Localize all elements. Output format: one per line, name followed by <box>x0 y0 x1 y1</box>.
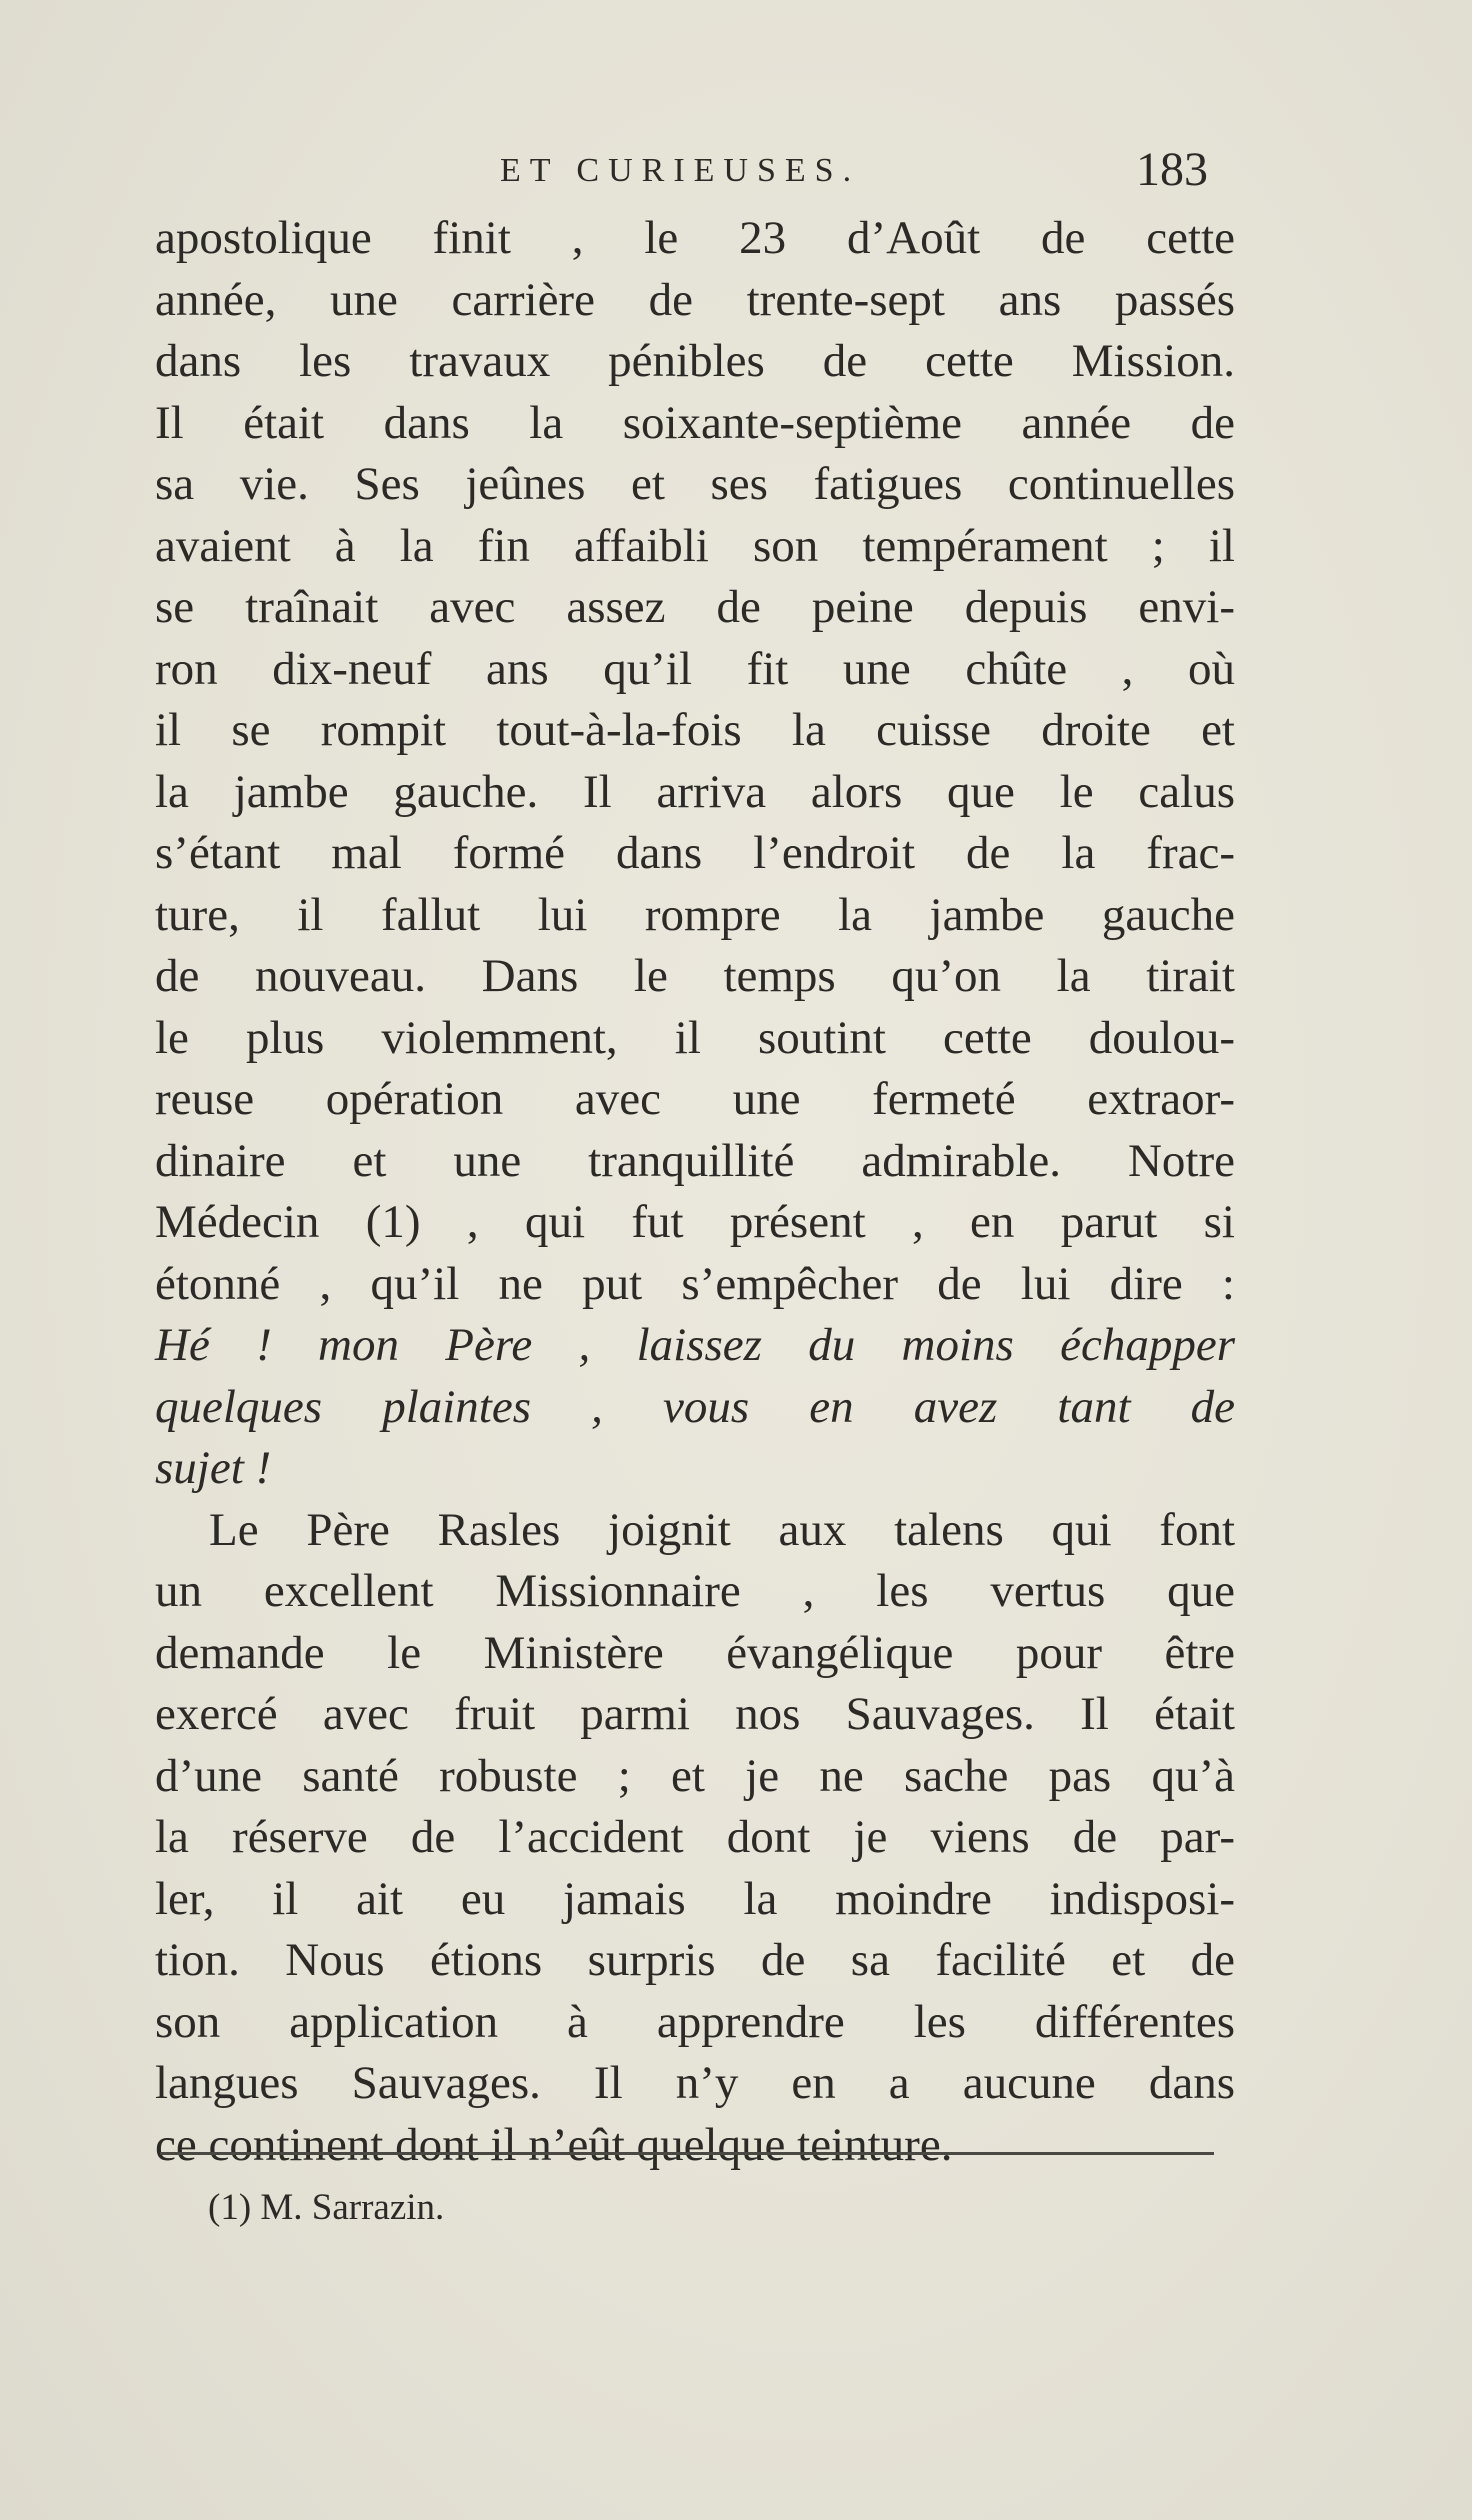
text-line: le plus violemment, il soutint cette doulou- <box>155 1011 1235 1064</box>
page-number: 183 <box>1136 143 1208 196</box>
text-line: ture, il fallut lui rompre la jambe gauche <box>155 888 1235 941</box>
text-line: un excellent Missionnaire , les vertus que <box>155 1565 1235 1617</box>
footnote: (1) M. Sarrazin. <box>208 2187 445 2228</box>
body-text <box>155 208 1235 2176</box>
text-line: reuse opération avec une fermeté extraor- <box>155 1073 1235 1125</box>
text-line-italic: Hé ! mon Père , laissez du moins échapper <box>155 1319 1235 1371</box>
text-line: ler, il ait eu jamais la moindre indisposi- <box>155 1872 1235 1925</box>
text-line: la réserve de l’accident dont je viens de par- <box>155 1811 1235 1863</box>
text-line: dinaire et une tranquillité admirable. Notre <box>155 1134 1235 1187</box>
text-line: se traînait avec assez de peine depuis envi- <box>155 581 1235 633</box>
text-line: langues Sauvages. Il n’y en a aucune dans <box>155 2057 1235 2109</box>
text-line: la jambe gauche. Il arriva alors que le calus <box>155 765 1235 818</box>
text-line: demande le Ministère évangélique pour être <box>155 1626 1235 1679</box>
running-head: ET CURIEUSES. <box>500 152 861 189</box>
text-line: avaient à la fin affaibli son tempérament ; il <box>155 519 1235 572</box>
text-line: étonné , qu’il ne put s’empêcher de lui dire : <box>155 1257 1235 1310</box>
text-line: ron dix-neuf ans qu’il fit une chûte , où <box>155 642 1235 695</box>
text-line: de nouveau. Dans le temps qu’on la tirait <box>155 950 1235 1002</box>
text-line-paragraph-start: Le Père Rasles joignit aux talens qui font <box>209 1503 1235 1556</box>
text-line-italic: sujet ! <box>155 1442 272 1494</box>
text-line: dans les travaux pénibles de cette Mission. <box>155 335 1235 387</box>
text-line: il se rompit tout-à-la-fois la cuisse droite et <box>155 704 1235 756</box>
text-line: Il était dans la soixante-septième année de <box>155 396 1235 449</box>
text-line: d’une santé robuste ; et je ne sache pas qu’à <box>155 1749 1235 1802</box>
text-line: Médecin (1) , qui fut présent , en parut si <box>155 1196 1235 1248</box>
page-header <box>0 143 1472 208</box>
footnote-rule <box>160 2152 1214 2155</box>
text-line: année, une carrière de trente-sept ans passés <box>155 273 1235 326</box>
text-line: tion. Nous étions surpris de sa facilité et de <box>155 1934 1235 1986</box>
text-line-italic: quelques plaintes , vous en avez tant de <box>155 1380 1235 1433</box>
text-line: son application à apprendre les différentes <box>155 1995 1235 2048</box>
text-line: s’étant mal formé dans l’endroit de la frac- <box>155 827 1235 879</box>
text-line: ce continent dont il n’eût quelque teinture. <box>155 2118 953 2171</box>
text-line: exercé avec fruit parmi nos Sauvages. Il était <box>155 1688 1235 1740</box>
text-line: apostolique finit , le 23 d’Août de cette <box>155 212 1235 264</box>
text-line: sa vie. Ses jeûnes et ses fatigues continuelles <box>155 458 1235 510</box>
